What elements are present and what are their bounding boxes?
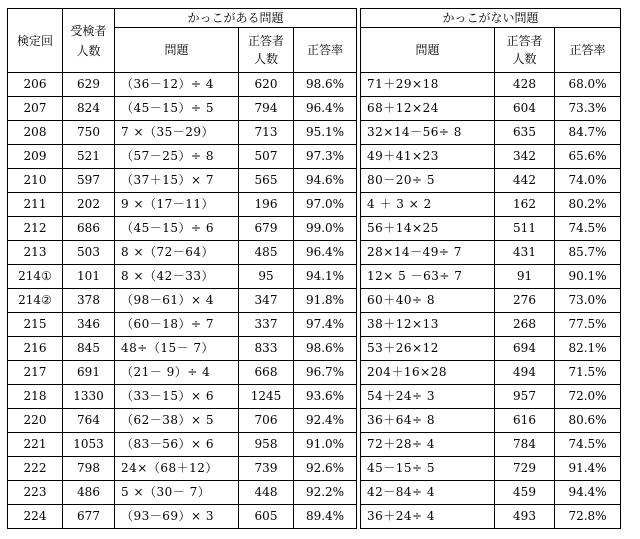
cell-correct-count-1: 958 xyxy=(239,433,294,457)
cell-correct-count-2: 459 xyxy=(495,481,555,505)
cell-correct-count-2: 342 xyxy=(495,145,555,169)
table-row xyxy=(8,73,621,97)
cell-correct-count-2: 604 xyxy=(495,97,555,121)
cell-correct-count-1: 1245 xyxy=(239,385,294,409)
cell-correct-count-2: 268 xyxy=(495,313,555,337)
cell-examinees: 202 xyxy=(63,193,115,217)
cell-examinees: 346 xyxy=(63,313,115,337)
header-correct-rate-1: 正答率 xyxy=(294,28,357,73)
cell-correct-rate-1: 98.6% xyxy=(294,337,357,361)
cell-correct-rate-1: 92.2% xyxy=(294,481,357,505)
table-row xyxy=(8,337,621,361)
cell-correct-count-1: 507 xyxy=(239,145,294,169)
cell-problem-without-paren: 4 ＋ 3 × 2 xyxy=(361,193,495,217)
cell-correct-count-1: 448 xyxy=(239,481,294,505)
cell-correct-count-2: 431 xyxy=(495,241,555,265)
cell-correct-rate-1: 97.3% xyxy=(294,145,357,169)
cell-problem-without-paren: 32×14－56÷ 8 xyxy=(361,121,495,145)
cell-round: 209 xyxy=(8,145,63,169)
cell-correct-rate-2: 74.5% xyxy=(555,433,621,457)
cell-problem-without-paren: 42－84÷ 4 xyxy=(361,481,495,505)
cell-round: 216 xyxy=(8,337,63,361)
cell-correct-rate-1: 95.1% xyxy=(294,121,357,145)
cell-correct-count-2: 162 xyxy=(495,193,555,217)
table-row xyxy=(8,169,621,193)
cell-correct-rate-1: 96.7% xyxy=(294,361,357,385)
cell-correct-rate-2: 84.7% xyxy=(555,121,621,145)
cell-problem-without-paren: 38＋12×13 xyxy=(361,313,495,337)
cell-problem-without-paren: 28×14－49÷ 7 xyxy=(361,241,495,265)
cell-problem-without-paren: 53＋26×12 xyxy=(361,337,495,361)
cell-problem-with-paren: 48÷（15－ 7） xyxy=(115,337,239,361)
table-row xyxy=(8,385,621,409)
cell-examinees: 629 xyxy=(63,73,115,97)
cell-correct-rate-2: 71.5% xyxy=(555,361,621,385)
cell-problem-with-paren: （98－61）× 4 xyxy=(115,289,239,313)
cell-round: 210 xyxy=(8,169,63,193)
cell-correct-rate-2: 77.5% xyxy=(555,313,621,337)
cell-round: 211 xyxy=(8,193,63,217)
cell-correct-rate-2: 74.0% xyxy=(555,169,621,193)
cell-problem-without-paren: 12× 5 －63÷ 7 xyxy=(361,265,495,289)
cell-examinees: 677 xyxy=(63,505,115,529)
cell-examinees: 597 xyxy=(63,169,115,193)
cell-examinees: 378 xyxy=(63,289,115,313)
cell-correct-count-1: 739 xyxy=(239,457,294,481)
cell-round: 215 xyxy=(8,313,63,337)
cell-correct-count-2: 729 xyxy=(495,457,555,481)
cell-problem-without-paren: 49＋41×23 xyxy=(361,145,495,169)
cell-round: 208 xyxy=(8,121,63,145)
cell-correct-count-1: 605 xyxy=(239,505,294,529)
cell-problem-with-paren: 8 ×（72－64） xyxy=(115,241,239,265)
cell-correct-count-2: 428 xyxy=(495,73,555,97)
cell-round: 212 xyxy=(8,217,63,241)
cell-correct-rate-2: 80.6% xyxy=(555,409,621,433)
header-examinees: 受検者 人数 xyxy=(63,9,115,73)
cell-correct-count-1: 794 xyxy=(239,97,294,121)
cell-problem-without-paren: 71＋29×18 xyxy=(361,73,495,97)
cell-examinees: 1053 xyxy=(63,433,115,457)
cell-examinees: 750 xyxy=(63,121,115,145)
cell-correct-rate-1: 96.4% xyxy=(294,241,357,265)
header-problem-1: 問題 xyxy=(115,28,239,73)
cell-correct-rate-1: 96.4% xyxy=(294,97,357,121)
cell-correct-rate-1: 97.4% xyxy=(294,313,357,337)
cell-problem-with-paren: （60－18）÷ 7 xyxy=(115,313,239,337)
header-round: 検定回 xyxy=(8,9,63,73)
cell-correct-count-2: 784 xyxy=(495,433,555,457)
cell-problem-with-paren: （62－38）× 5 xyxy=(115,409,239,433)
cell-examinees: 764 xyxy=(63,409,115,433)
cell-examinees: 521 xyxy=(63,145,115,169)
cell-correct-rate-1: 89.4% xyxy=(294,505,357,529)
cell-examinees: 798 xyxy=(63,457,115,481)
cell-problem-without-paren: 56＋14×25 xyxy=(361,217,495,241)
cell-correct-count-2: 91 xyxy=(495,265,555,289)
cell-round: 223 xyxy=(8,481,63,505)
cell-correct-rate-1: 94.1% xyxy=(294,265,357,289)
cell-round: 224 xyxy=(8,505,63,529)
cell-examinees: 1330 xyxy=(63,385,115,409)
cell-round: 214① xyxy=(8,265,63,289)
cell-problem-without-paren: 204＋16×28 xyxy=(361,361,495,385)
cell-correct-count-2: 276 xyxy=(495,289,555,313)
cell-correct-rate-1: 91.0% xyxy=(294,433,357,457)
cell-round: 218 xyxy=(8,385,63,409)
header-with-paren: かっこがある問題 xyxy=(115,9,357,28)
cell-round: 220 xyxy=(8,409,63,433)
cell-correct-rate-2: 65.6% xyxy=(555,145,621,169)
cell-correct-count-2: 511 xyxy=(495,217,555,241)
header-correct-count-2: 正答者 人数 xyxy=(495,28,555,73)
table-row xyxy=(8,145,621,169)
cell-round: 217 xyxy=(8,361,63,385)
table-body xyxy=(8,73,621,529)
cell-correct-rate-1: 93.6% xyxy=(294,385,357,409)
cell-correct-rate-2: 74.5% xyxy=(555,217,621,241)
cell-correct-rate-2: 85.7% xyxy=(555,241,621,265)
header-correct-count-1: 正答者 人数 xyxy=(239,28,294,73)
header-without-paren: かっこがない問題 xyxy=(361,9,621,28)
cell-correct-rate-1: 92.4% xyxy=(294,409,357,433)
header-correct-rate-2: 正答率 xyxy=(555,28,621,73)
cell-examinees: 486 xyxy=(63,481,115,505)
cell-correct-rate-2: 73.0% xyxy=(555,289,621,313)
table-row xyxy=(8,265,621,289)
table-row xyxy=(8,313,621,337)
cell-problem-with-paren: （33－15）× 6 xyxy=(115,385,239,409)
cell-correct-count-1: 620 xyxy=(239,73,294,97)
cell-correct-count-2: 957 xyxy=(495,385,555,409)
cell-correct-rate-2: 82.1% xyxy=(555,337,621,361)
cell-correct-count-1: 679 xyxy=(239,217,294,241)
cell-problem-with-paren: 8 ×（42－33） xyxy=(115,265,239,289)
table-row xyxy=(8,457,621,481)
cell-problem-with-paren: （57－25）÷ 8 xyxy=(115,145,239,169)
cell-correct-count-1: 668 xyxy=(239,361,294,385)
cell-correct-count-2: 635 xyxy=(495,121,555,145)
cell-examinees: 686 xyxy=(63,217,115,241)
cell-correct-rate-2: 73.3% xyxy=(555,97,621,121)
table-row xyxy=(8,289,621,313)
cell-correct-count-2: 616 xyxy=(495,409,555,433)
cell-correct-count-1: 196 xyxy=(239,193,294,217)
cell-correct-rate-2: 80.2% xyxy=(555,193,621,217)
cell-round: 214② xyxy=(8,289,63,313)
cell-correct-count-1: 833 xyxy=(239,337,294,361)
cell-examinees: 101 xyxy=(63,265,115,289)
cell-problem-without-paren: 60＋40÷ 8 xyxy=(361,289,495,313)
cell-correct-count-1: 485 xyxy=(239,241,294,265)
cell-correct-rate-2: 90.1% xyxy=(555,265,621,289)
cell-problem-with-paren: （83－56）× 6 xyxy=(115,433,239,457)
cell-correct-count-1: 713 xyxy=(239,121,294,145)
cell-problem-without-paren: 80－20÷ 5 xyxy=(361,169,495,193)
cell-correct-rate-2: 72.0% xyxy=(555,385,621,409)
cell-correct-rate-1: 92.6% xyxy=(294,457,357,481)
cell-problem-without-paren: 68＋12×24 xyxy=(361,97,495,121)
cell-problem-with-paren: （45－15）÷ 5 xyxy=(115,97,239,121)
cell-examinees: 824 xyxy=(63,97,115,121)
cell-problem-with-paren: （21－ 9）÷ 4 xyxy=(115,361,239,385)
cell-problem-with-paren: 5 ×（30－ 7） xyxy=(115,481,239,505)
table-row xyxy=(8,361,621,385)
cell-correct-rate-1: 94.6% xyxy=(294,169,357,193)
cell-problem-without-paren: 36＋64÷ 8 xyxy=(361,409,495,433)
header-problem-2: 問題 xyxy=(361,28,495,73)
table-row xyxy=(8,121,621,145)
cell-correct-rate-1: 99.0% xyxy=(294,217,357,241)
cell-correct-count-2: 493 xyxy=(495,505,555,529)
cell-problem-without-paren: 36＋24÷ 4 xyxy=(361,505,495,529)
cell-correct-rate-2: 68.0% xyxy=(555,73,621,97)
table-row xyxy=(8,409,621,433)
cell-round: 213 xyxy=(8,241,63,265)
cell-problem-with-paren: 7 ×（35－29） xyxy=(115,121,239,145)
cell-examinees: 691 xyxy=(63,361,115,385)
cell-problem-with-paren: （45－15）÷ 6 xyxy=(115,217,239,241)
cell-round: 207 xyxy=(8,97,63,121)
cell-correct-rate-1: 97.0% xyxy=(294,193,357,217)
cell-correct-count-1: 347 xyxy=(239,289,294,313)
cell-correct-rate-2: 94.4% xyxy=(555,481,621,505)
cell-correct-rate-2: 91.4% xyxy=(555,457,621,481)
cell-correct-count-1: 706 xyxy=(239,409,294,433)
table-row xyxy=(8,97,621,121)
cell-correct-rate-1: 98.6% xyxy=(294,73,357,97)
table-row xyxy=(8,193,621,217)
cell-correct-count-1: 565 xyxy=(239,169,294,193)
cell-problem-without-paren: 45－15÷ 5 xyxy=(361,457,495,481)
table-row xyxy=(8,505,621,529)
cell-correct-rate-2: 72.8% xyxy=(555,505,621,529)
table-row xyxy=(8,481,621,505)
cell-round: 206 xyxy=(8,73,63,97)
cell-correct-count-1: 337 xyxy=(239,313,294,337)
cell-correct-count-1: 95 xyxy=(239,265,294,289)
cell-round: 221 xyxy=(8,433,63,457)
results-table-container xyxy=(7,8,621,529)
table-row xyxy=(8,217,621,241)
cell-problem-with-paren: 24×（68＋12） xyxy=(115,457,239,481)
cell-correct-count-2: 494 xyxy=(495,361,555,385)
cell-problem-without-paren: 72＋28÷ 4 xyxy=(361,433,495,457)
cell-problem-with-paren: 9 ×（17－11） xyxy=(115,193,239,217)
cell-correct-count-2: 442 xyxy=(495,169,555,193)
table-row xyxy=(8,433,621,457)
cell-problem-with-paren: （93－69）× 3 xyxy=(115,505,239,529)
table-row xyxy=(8,241,621,265)
cell-correct-rate-1: 91.8% xyxy=(294,289,357,313)
cell-problem-with-paren: （36－12）÷ 4 xyxy=(115,73,239,97)
cell-examinees: 503 xyxy=(63,241,115,265)
cell-correct-count-2: 694 xyxy=(495,337,555,361)
cell-problem-with-paren: （37＋15）× 7 xyxy=(115,169,239,193)
cell-problem-without-paren: 54＋24÷ 3 xyxy=(361,385,495,409)
results-table xyxy=(7,8,621,529)
cell-round: 222 xyxy=(8,457,63,481)
cell-examinees: 845 xyxy=(63,337,115,361)
